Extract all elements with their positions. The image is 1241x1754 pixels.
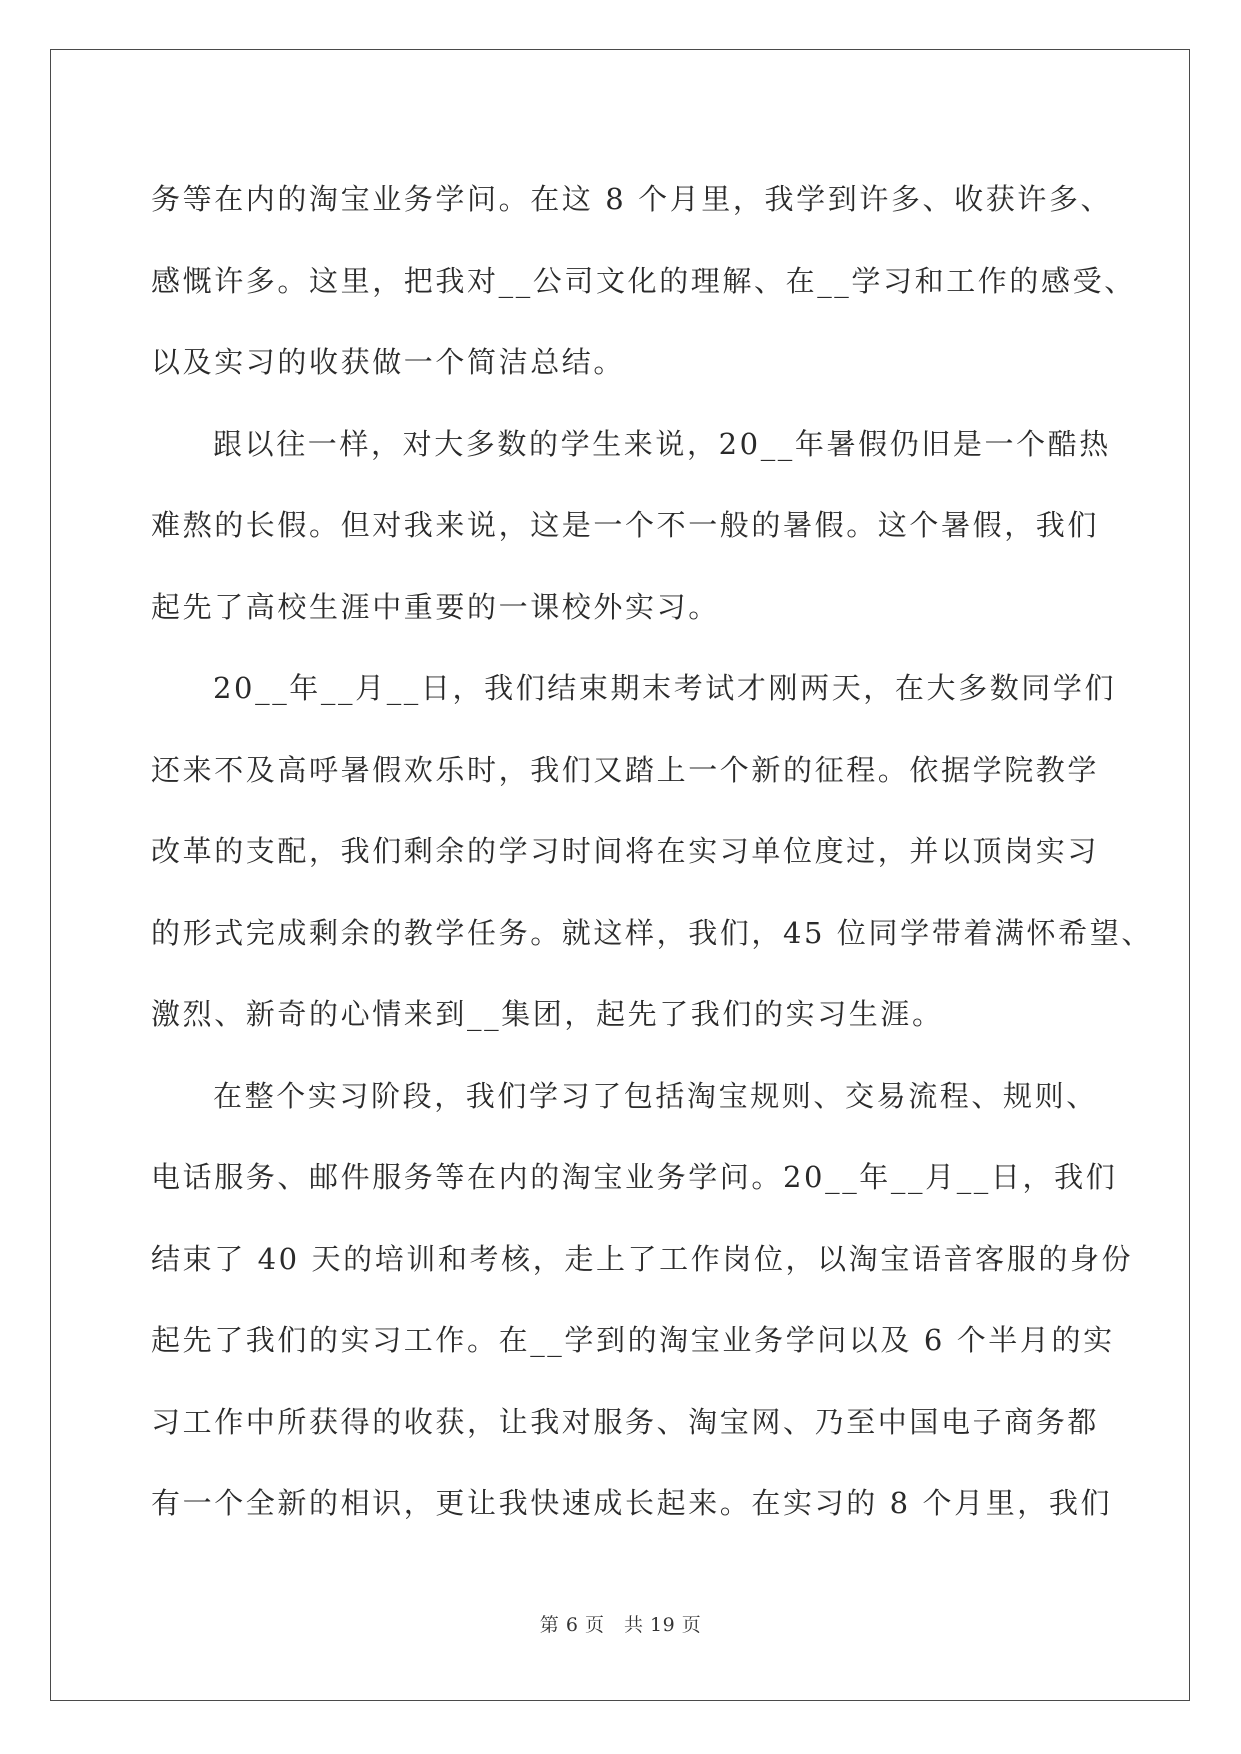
text-line: 有一个全新的相识，更让我快速成长起来。在实习的 8 个月里，我们 (151, 1486, 1113, 1520)
text-line: 还来不及高呼暑假欢乐时，我们又踏上一个新的征程。依据学院教学 (151, 752, 1100, 787)
paragraph-1 (151, 159, 1136, 404)
text-line: 以及实习的收获做一个简洁总结。 (151, 345, 626, 379)
text-line: 习工作中所获得的收获，让我对服务、淘宝网、乃至中国电子商务都 (151, 1404, 1100, 1439)
text-line: 的形式完成剩余的教学任务。就这样，我们，45 位同学带着满怀希望、 (151, 915, 1153, 950)
text-line: 感慨许多。这里，把我对__公司文化的理解、在__学习和工作的感受、 (151, 263, 1136, 298)
text-line: 起先了高校生涯中重要的一课校外实习。 (151, 589, 720, 624)
paragraph-4 (151, 1056, 1134, 1545)
text-line: 起先了我们的实习工作。在__学到的淘宝业务学问以及 6 个半月的实 (151, 1323, 1115, 1357)
text-line: 在整个实习阶段，我们学习了包括淘宝规则、交易流程、规则、 (213, 1078, 1098, 1113)
paragraph-2 (151, 404, 1111, 649)
text-line: 电话服务、邮件服务等在内的淘宝业务学问。20__年__月__日，我们 (151, 1160, 1118, 1194)
text-line: 改革的支配，我们剩余的学习时间将在实习单位度过，并以顶岗实习 (151, 834, 1100, 868)
text-line: 务等在内的淘宝业务学问。在这 8 个月里，我学到许多、收获许多、 (151, 182, 1113, 216)
text-line: 难熬的长假。但对我来说，这是一个不一般的暑假。这个暑假，我们 (151, 508, 1100, 542)
text-line: 激烈、新奇的心情来到__集团，起先了我们的实习生涯。 (151, 997, 944, 1031)
text-line: 跟以往一样，对大多数的学生来说，20__年暑假仍旧是一个酷热 (213, 426, 1111, 461)
paragraph-3 (151, 648, 1153, 1056)
body-text (151, 159, 1153, 1545)
text-line: 20__年__月__日，我们结束期末考试才刚两天，在大多数同学们 (213, 671, 1117, 705)
text-line: 结束了 40 天的培训和考核，走上了工作岗位，以淘宝语音客服的身份 (151, 1241, 1134, 1276)
page-number: 第 6 页 共 19 页 (539, 1614, 702, 1636)
